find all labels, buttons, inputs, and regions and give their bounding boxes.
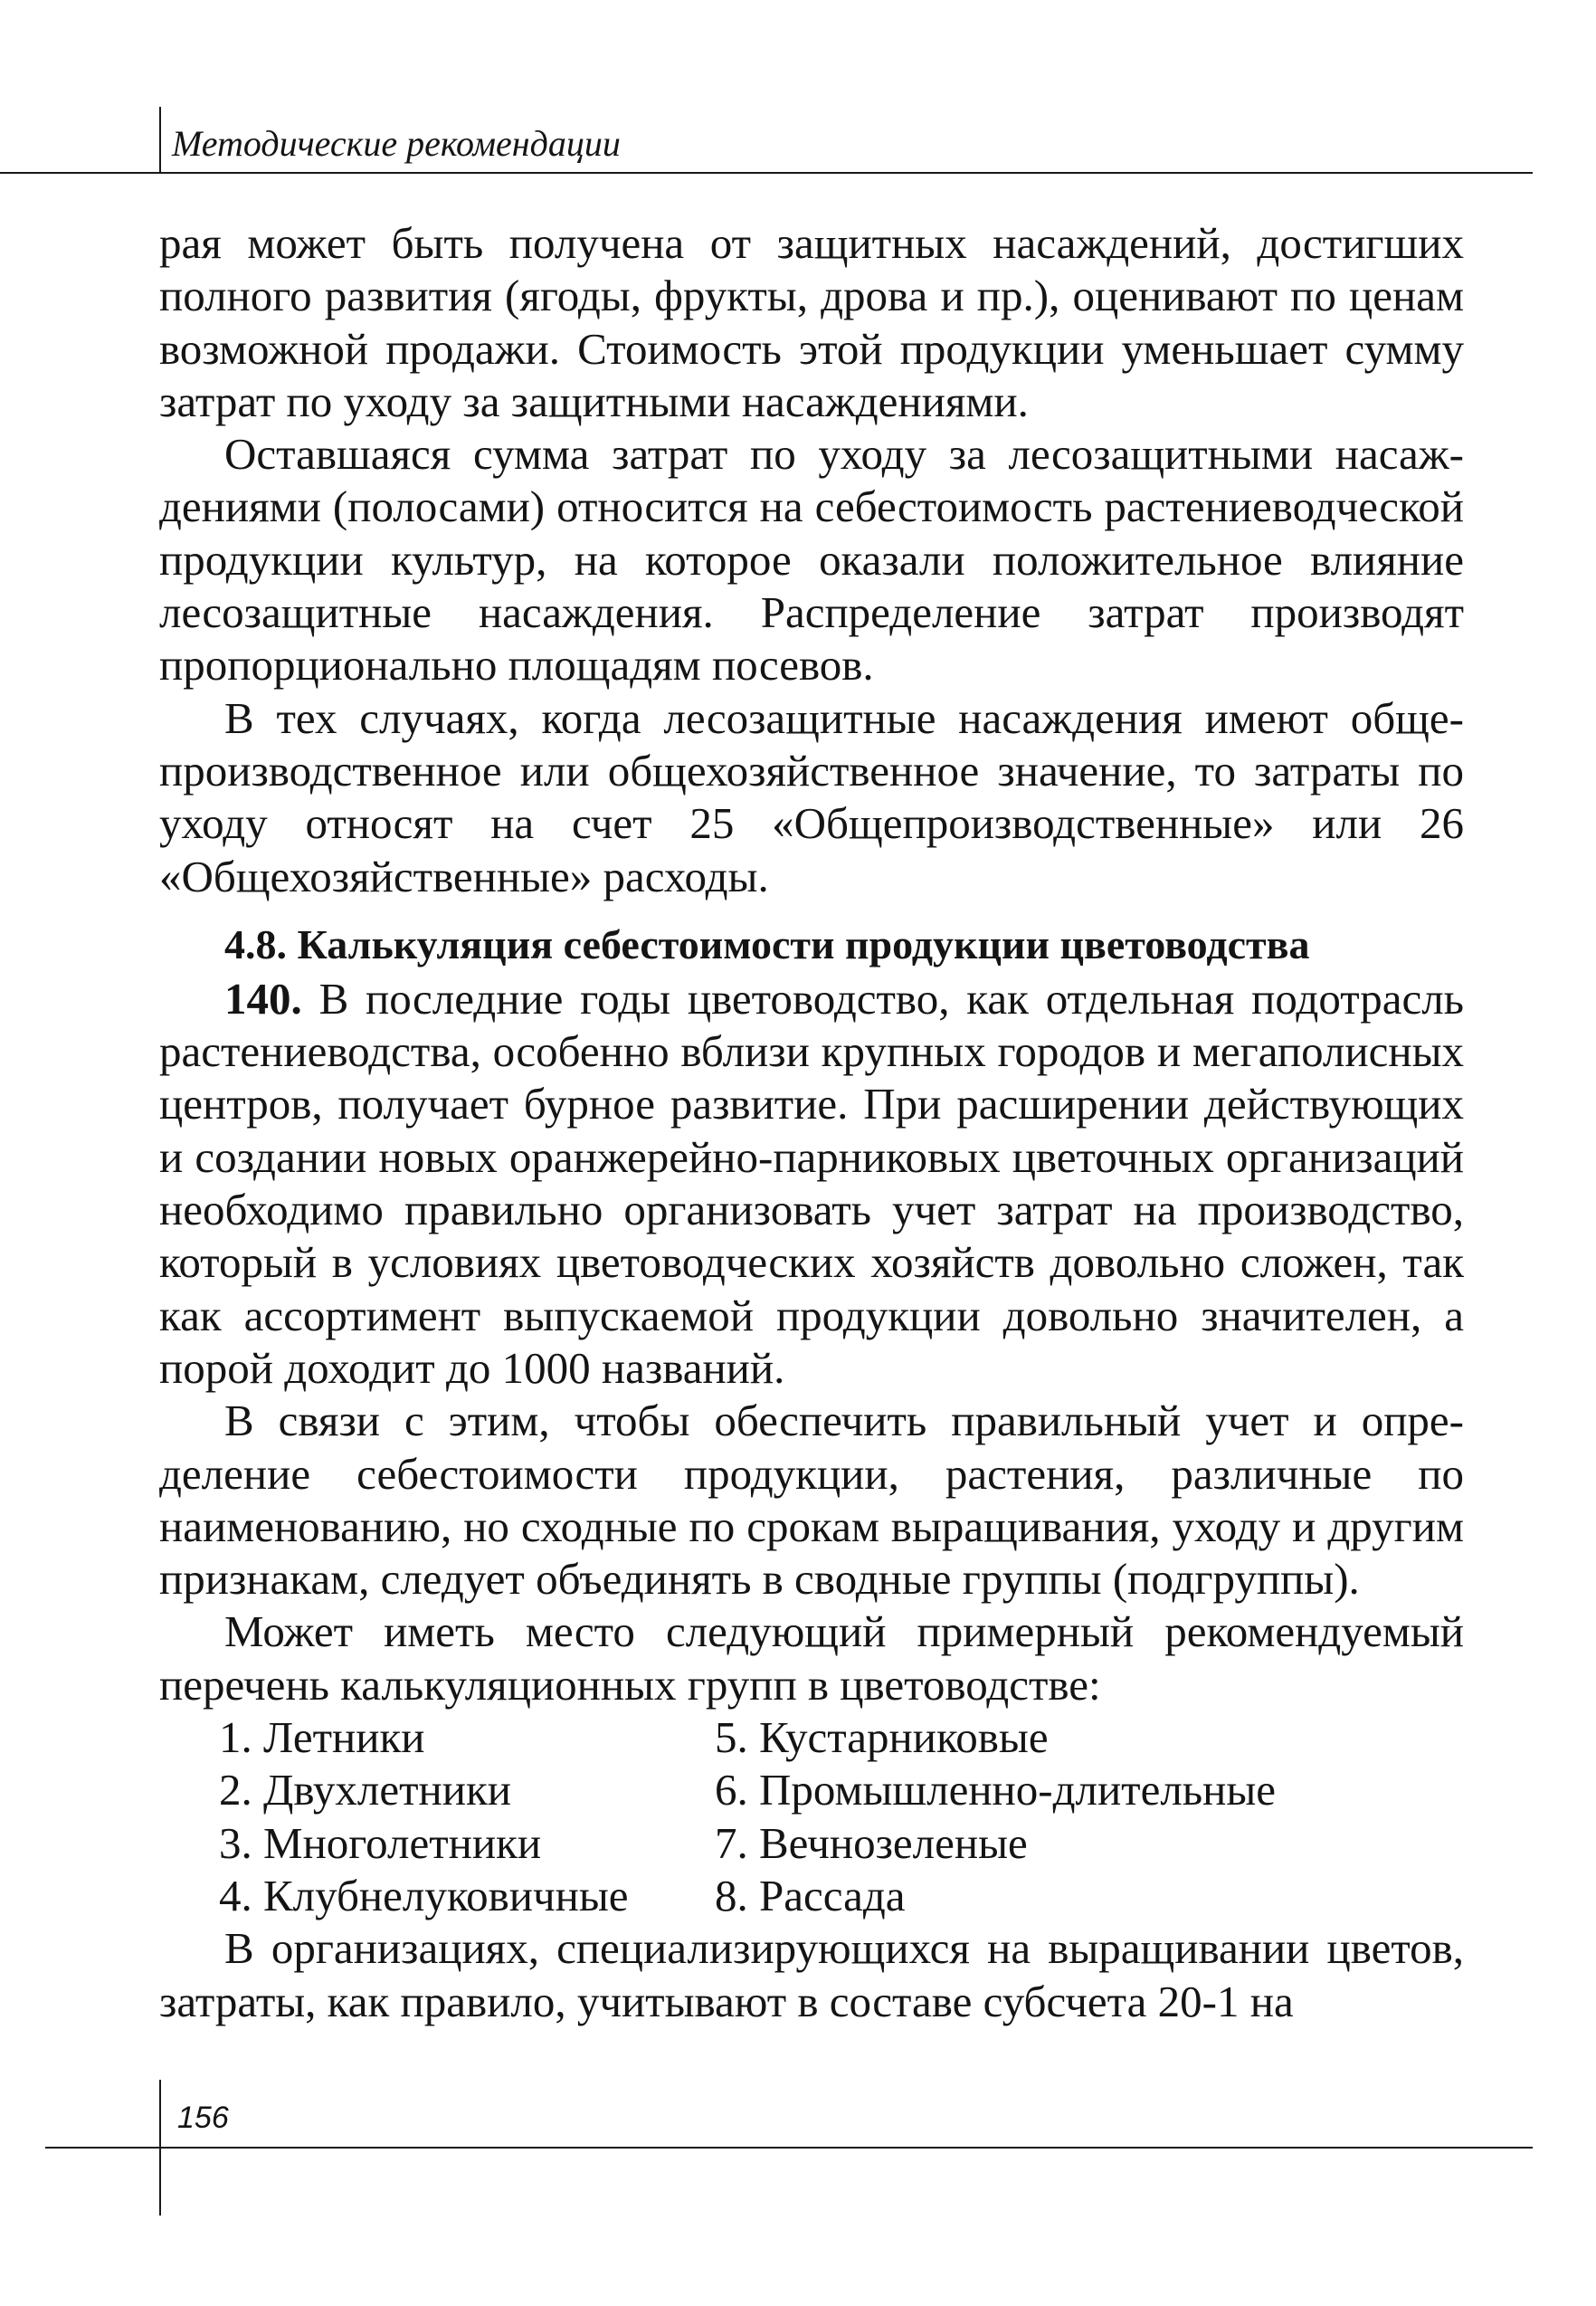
list-item: 2. Двухлетники: [219, 1765, 511, 1815]
numbered-paragraph: [159, 973, 1464, 1395]
footer-rule: [45, 2147, 1533, 2149]
list-item: 4. Клубнелуковичные: [219, 1870, 629, 1920]
paragraph: В организациях, специализирующихся на выращивании цветов, затраты, как правило, учитывают в составе субсчета 20-1 на: [159, 1923, 1464, 2026]
list-item: 5. Кустарниковые: [715, 1712, 1049, 1763]
calculation-groups-list: [219, 1711, 1464, 1922]
section-heading: 4.8. Калькуляция себестоимости продукции цветоводства: [224, 920, 1310, 967]
paragraph: В связи с этим, чтобы обеспечить правильный учет и определение себестоимости продукции, растения, различные по наименованию, но сходные по срокам выращивания, уходу и другим признакам, следует объединять в сводные группы (подгруппы).: [159, 1396, 1464, 1605]
running-title: Методические рекомендации: [172, 123, 621, 164]
page-number: 156: [177, 2101, 229, 2135]
footer-vertical-rule: [159, 2080, 161, 2215]
page-body: [159, 217, 1464, 2028]
list-item: 1. Летники: [219, 1712, 425, 1763]
paragraph: Оставшаяся сумма затрат по уходу за лесозащитными насаждениями (полосами) относится на себестоимость растениеводческой продукции культур, на которое оказали положительное влияние лесозащитные насаждения. Распределение затрат производят пропорционально площадям посевов.: [159, 429, 1464, 691]
list-item: 7. Вечнозеленые: [715, 1817, 1028, 1868]
header-vertical-rule: [159, 107, 161, 174]
paragraph-number: 140.: [224, 973, 302, 1024]
paragraph-continued: рая может быть получена от защитных насаждений, достигших полного развития (ягоды, фрукты, дрова и пр.), оценивают по ценам возможной продажи. Стоимость этой продукции уменьшает сумму затрат по уходу за защитными насаждениями.: [159, 218, 1464, 426]
list-item: 8. Рассада: [715, 1870, 906, 1920]
list-item: 6. Промышленно-длительные: [715, 1765, 1277, 1815]
paragraph: Может иметь место следующий примерный рекомендуемый перечень калькуляционных групп в цветоводстве:: [159, 1606, 1464, 1710]
paragraph: В тех случаях, когда лесозащитные насаждения имеют общепроизводственное или общехозяйственное значение, то затраты по уходу относят на счет 25 «Общепроизводственные» или 26 «Общехозяйственные» расходы.: [159, 692, 1464, 901]
list-item: 3. Многолетники: [219, 1817, 542, 1868]
header-rule: [0, 172, 1533, 174]
paragraph-text: В последние годы цветоводство, как отдельная подотрасль растениеводства, особенно вблизи крупных городов и мегаполисных центров, получает бурное развитие. При расширении действующих и создании новых оранжерейно-парниковых цветочных организаций необходимо правильно организовать учет затрат на производство, который в условиях цветоводческих хозяйств довольно сложен, так как ассортимент выпускаемой продукции довольно значителен, а порой доходит до 1000 названий.: [159, 973, 1465, 1393]
